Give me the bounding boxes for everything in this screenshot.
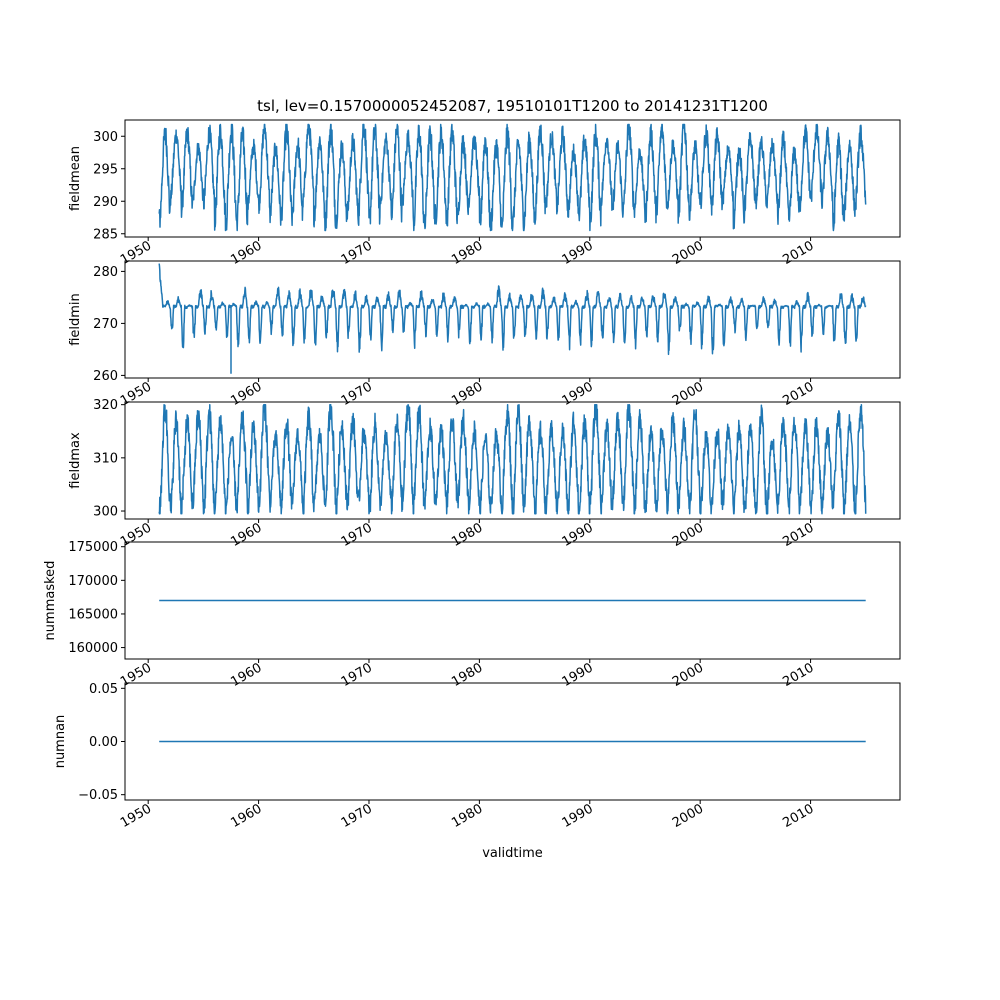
x-tick-label: 2010 bbox=[780, 238, 817, 269]
x-tick-label: 1990 bbox=[559, 660, 596, 691]
y-tick-label: 175000 bbox=[68, 540, 118, 556]
y-tick-label: 295 bbox=[93, 162, 118, 178]
x-tick-label: 1950 bbox=[118, 801, 155, 832]
y-tick-label: 260 bbox=[93, 368, 118, 384]
subplot-fieldmax bbox=[68, 398, 900, 550]
x-tick-label: 1950 bbox=[118, 379, 155, 410]
y-tick-label: 280 bbox=[93, 264, 118, 280]
y-tick-label: 300 bbox=[93, 129, 118, 145]
subplot-numnan bbox=[53, 682, 900, 831]
x-tick-label: 2000 bbox=[670, 520, 707, 551]
chart-title: tsl, lev=0.1570000052452087, 19510101T1200 to 20141231T1200 bbox=[257, 97, 768, 115]
x-tick-label: 2010 bbox=[780, 801, 817, 832]
x-tick-label: 1970 bbox=[338, 238, 375, 269]
subplots bbox=[43, 120, 900, 831]
y-tick-label: 0.00 bbox=[89, 735, 118, 750]
x-tick-label: 1970 bbox=[338, 801, 375, 832]
y-tick-label: 0.05 bbox=[89, 681, 118, 697]
y-tick-label: 310 bbox=[93, 451, 118, 467]
series-line-fieldmean bbox=[159, 125, 866, 231]
x-tick-label: 2010 bbox=[780, 379, 817, 410]
x-tick-label: 1990 bbox=[559, 379, 596, 410]
y-axis-label: fieldmin bbox=[68, 293, 83, 346]
y-tick-label: 300 bbox=[93, 504, 118, 520]
y-axis-label: fieldmax bbox=[68, 432, 83, 489]
x-tick-label: 1990 bbox=[559, 520, 596, 551]
y-tick-label: −0.05 bbox=[78, 788, 118, 804]
y-axis-label: numnan bbox=[53, 714, 68, 769]
x-tick-label: 1980 bbox=[449, 238, 486, 269]
x-tick-label: 1990 bbox=[559, 801, 596, 832]
y-axis-label: nummasked bbox=[43, 560, 58, 641]
x-tick-label: 1990 bbox=[559, 238, 596, 269]
x-tick-label: 1950 bbox=[118, 520, 155, 551]
x-tick-label: 1950 bbox=[118, 660, 155, 691]
x-tick-label: 1960 bbox=[228, 660, 265, 691]
x-tick-label: 1970 bbox=[338, 379, 375, 410]
series-line-fieldmin bbox=[159, 264, 866, 374]
x-tick-label: 1950 bbox=[118, 238, 155, 269]
x-tick-label: 1960 bbox=[228, 238, 265, 269]
x-tick-label: 1980 bbox=[449, 801, 486, 832]
subplot-fieldmean bbox=[68, 120, 900, 268]
x-tick-label: 1960 bbox=[228, 520, 265, 551]
y-tick-label: 165000 bbox=[68, 607, 118, 623]
y-axis-label: fieldmean bbox=[68, 146, 83, 211]
x-tick-label: 1980 bbox=[449, 379, 486, 410]
x-tick-label: 2000 bbox=[670, 238, 707, 269]
x-tick-label: 1980 bbox=[449, 660, 486, 691]
x-tick-label: 1960 bbox=[228, 801, 265, 832]
x-tick-label: 2010 bbox=[780, 660, 817, 691]
x-tick-label: 2000 bbox=[670, 801, 707, 832]
x-tick-label: 1970 bbox=[338, 660, 375, 691]
y-tick-label: 160000 bbox=[68, 641, 118, 657]
y-tick-label: 285 bbox=[93, 227, 118, 243]
x-tick-label: 1960 bbox=[228, 379, 265, 410]
x-tick-label: 2000 bbox=[670, 660, 707, 691]
x-axis-label: validtime bbox=[482, 846, 543, 861]
y-tick-label: 270 bbox=[93, 316, 118, 332]
x-tick-label: 1980 bbox=[449, 520, 486, 551]
y-tick-label: 170000 bbox=[68, 573, 118, 589]
x-tick-label: 2000 bbox=[670, 379, 707, 410]
series-line-fieldmax bbox=[159, 405, 866, 514]
x-tick-label: 1970 bbox=[338, 520, 375, 551]
y-tick-label: 290 bbox=[93, 194, 118, 210]
subplot-fieldmin bbox=[68, 261, 900, 409]
y-tick-label: 320 bbox=[93, 398, 118, 414]
subplot-nummasked bbox=[43, 540, 900, 690]
x-tick-label: 2010 bbox=[780, 520, 817, 551]
